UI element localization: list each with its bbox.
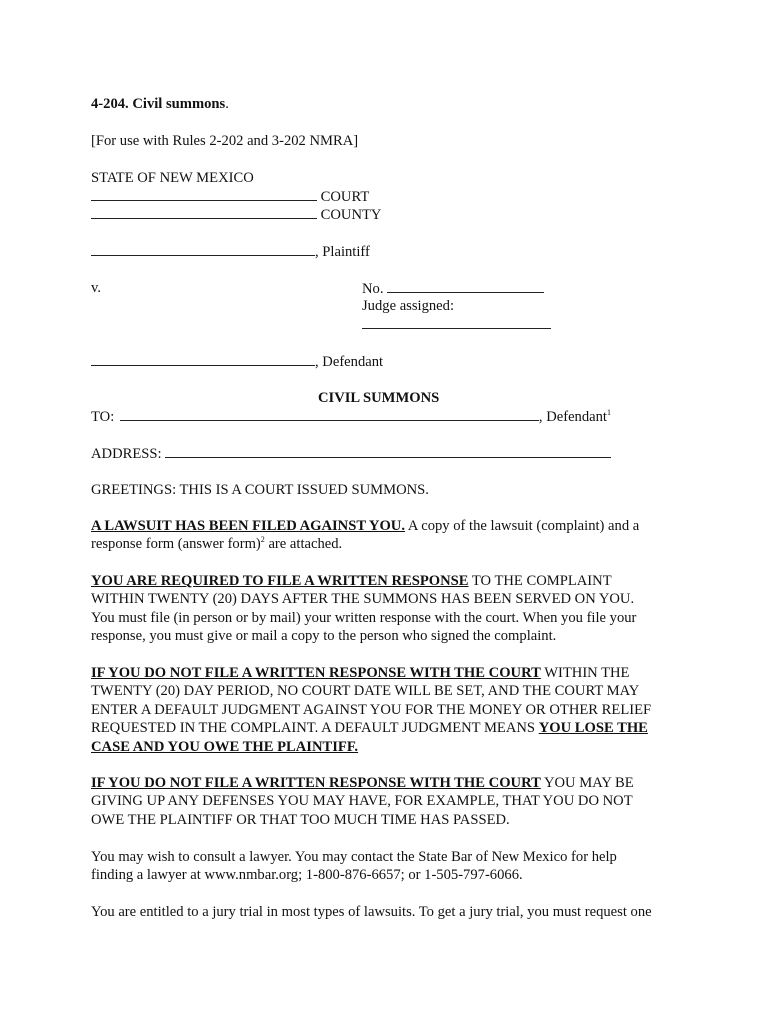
greetings: GREETINGS: THIS IS A COURT ISSUED SUMMONS. (91, 482, 429, 498)
state-label: STATE OF NEW MEXICO (91, 170, 254, 186)
p1-line2-end: are attached. (264, 536, 343, 553)
p4-line1: YOU MAY BE (540, 775, 634, 791)
case-no-label: No. (362, 281, 384, 297)
footnote-2: 2 (260, 535, 265, 545)
address-line (91, 444, 611, 463)
p3-line2: TWENTY (20) DAY PERIOD, NO COURT DATE WILL BE SET, AND THE COURT MAY (91, 683, 640, 700)
case-number-line (362, 279, 544, 298)
lawsuit-filed-heading: A LAWSUIT HAS BEEN FILED AGAINST YOU. (91, 518, 405, 534)
paragraph-required-response (91, 572, 681, 646)
p1-line1: A copy of the lawsuit (complaint) and a (405, 518, 640, 534)
rule-suffix: . (225, 96, 229, 112)
court-line (91, 187, 369, 206)
default-judgment-heading: IF YOU DO NOT FILE A WRITTEN RESPONSE WITH THE COURT (91, 665, 541, 681)
defendant-line (91, 352, 383, 371)
rule-heading (91, 95, 229, 113)
paragraph-lawsuit-filed (91, 517, 681, 554)
plaintiff-label: , Plaintiff (315, 244, 370, 260)
to-label: TO: (91, 409, 115, 425)
defendant-label: , Defendant (315, 354, 384, 370)
p5-line2: finding a lawyer at www.nmbar.org; 1-800-876-6657; or 1-505-797-6066. (91, 867, 523, 884)
use-note: [For use with Rules 2-202 and 3-202 NMRA] (91, 133, 359, 149)
p4-line3: OWE THE PLAINTIFF OR THAT TOO MUCH TIME HAS PASSED. (91, 811, 510, 828)
p2-line2: WITHIN TWENTY (20) DAYS AFTER THE SUMMONS HAS BEEN SERVED ON YOU. (91, 591, 635, 608)
p2-line4: response, you must give or mail a copy to the person who signed the complaint. (91, 628, 557, 645)
p2-line3: You must file (in person or by mail) your written response with the court. When you file your (91, 609, 637, 626)
required-response-heading: YOU ARE REQUIRED TO FILE A WRITTEN RESPONSE (91, 573, 469, 589)
court-label: COURT (320, 189, 370, 205)
county-line (91, 205, 381, 224)
to-line (91, 407, 611, 426)
address-label: ADDRESS: (91, 446, 162, 462)
p3-line3: ENTER A DEFAULT JUDGMENT AGAINST YOU FOR THE MONEY OR OTHER RELIEF (91, 701, 652, 718)
you-lose-emphasis: YOU LOSE THE (538, 720, 648, 737)
case-number-blank[interactable] (387, 279, 544, 293)
paragraph-default-judgment (91, 664, 681, 756)
versus-label: v. (91, 280, 101, 296)
county-name-blank[interactable] (91, 205, 317, 219)
paragraph-defenses (91, 774, 681, 829)
defendant-name-blank[interactable] (91, 352, 315, 366)
plaintiff-name-blank[interactable] (91, 242, 315, 256)
judge-name-blank[interactable] (362, 315, 551, 329)
summons-title: CIVIL SUMMONS (318, 390, 440, 406)
p1-line2: response form (answer form) (91, 536, 261, 553)
p5-line1: You may wish to consult a lawyer. You may contact the State Bar of New Mexico for help (91, 849, 617, 865)
defenses-heading: IF YOU DO NOT FILE A WRITTEN RESPONSE WITH THE COURT (91, 775, 541, 791)
p2-line1: TO THE COMPLAINT (468, 573, 612, 589)
p3-line4: REQUESTED IN THE COMPLAINT. A DEFAULT JUDGMENT MEANS (91, 720, 539, 737)
court-name-blank[interactable] (91, 187, 317, 201)
plaintiff-line (91, 242, 370, 261)
paragraph-jury-trial (91, 903, 681, 921)
paragraph-lawyer (91, 848, 681, 885)
county-label: COUNTY (320, 207, 382, 223)
rule-number: 4-204. Civil summons (91, 96, 226, 112)
judge-line (362, 315, 551, 334)
p6-line1: You are entitled to a jury trial in most types of lawsuits. To get a jury trial, you must request one (91, 904, 652, 920)
judge-label: Judge assigned: (362, 298, 455, 314)
p4-line2: GIVING UP ANY DEFENSES YOU MAY HAVE, FOR EXAMPLE, THAT YOU DO NOT (91, 793, 633, 810)
to-defendant-label: , Defendant (538, 409, 607, 425)
footnote-1: 1 (606, 408, 611, 417)
to-defendant-blank[interactable] (120, 407, 539, 421)
p3-line1: WITHIN THE (540, 665, 630, 681)
owe-plaintiff-emphasis: CASE AND YOU OWE THE PLAINTIFF. (91, 738, 359, 755)
address-blank[interactable] (165, 444, 611, 458)
